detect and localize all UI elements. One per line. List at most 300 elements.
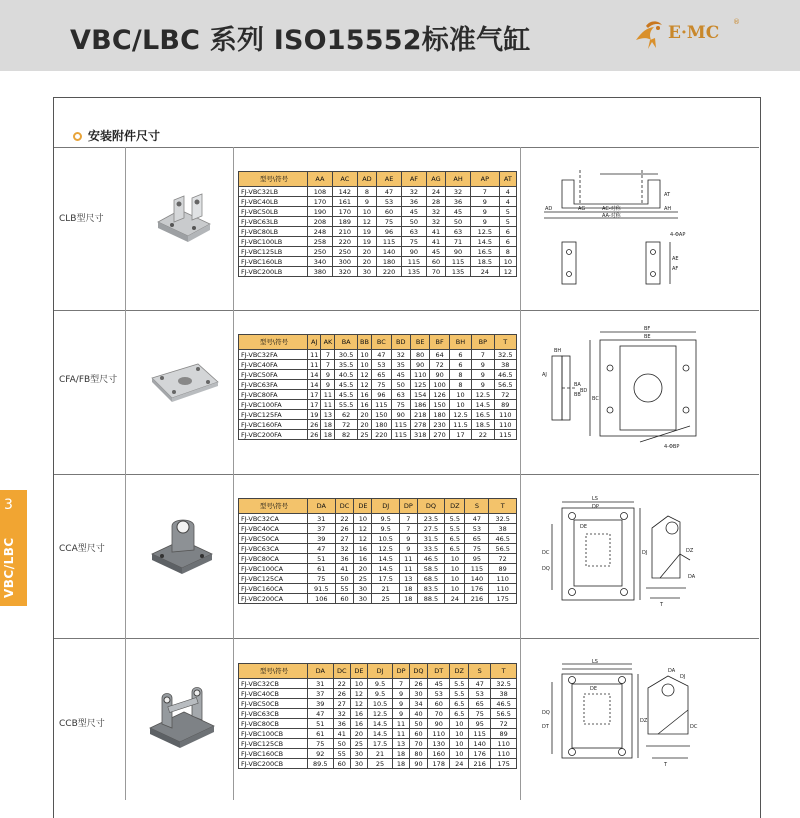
page-title: VBC/LBC 系列 ISO15552标准气缸 xyxy=(70,25,531,56)
value-cell: 8 xyxy=(449,380,471,390)
value-cell: 220 xyxy=(332,237,357,247)
value-cell: 96 xyxy=(372,390,391,400)
value-cell: 5.5 xyxy=(450,679,469,689)
value-cell: 75 xyxy=(308,739,334,749)
value-cell: 340 xyxy=(308,257,333,267)
value-cell: 41 xyxy=(426,227,445,237)
value-cell: 154 xyxy=(410,390,429,400)
drawing-label: DE xyxy=(590,686,598,692)
model-cell: FJ-VBC63CB xyxy=(239,709,308,719)
value-cell: 10 xyxy=(445,554,465,564)
model-cell: FJ-VBC40LB xyxy=(239,197,308,207)
value-cell: 6.5 xyxy=(450,709,469,719)
value-cell: 28 xyxy=(426,197,445,207)
logo-text: E·MC xyxy=(668,23,720,43)
column-header: DZ xyxy=(450,664,469,679)
drawing-label: DA xyxy=(668,668,676,674)
row-divider xyxy=(54,638,759,639)
section-title-text: 安装附件尺寸 xyxy=(88,129,161,143)
ccb-double-clevis-image xyxy=(146,684,220,750)
value-cell: 11 xyxy=(393,729,409,739)
column-header: AT xyxy=(499,172,516,187)
value-cell: 110 xyxy=(489,584,517,594)
value-cell: 55 xyxy=(335,584,354,594)
model-cell: FJ-VBC32CA xyxy=(239,514,308,524)
value-cell: 45.5 xyxy=(335,390,357,400)
drawing-label: BB xyxy=(574,392,581,398)
column-header: AA xyxy=(308,172,333,187)
table-row xyxy=(239,370,517,380)
value-cell: 17 xyxy=(449,430,471,440)
value-cell: 170 xyxy=(332,207,357,217)
value-cell: 189 xyxy=(332,217,357,227)
value-cell: 30 xyxy=(354,594,372,604)
value-cell: 5.5 xyxy=(445,514,465,524)
cfa-technical-drawing xyxy=(540,326,715,466)
column-header: AH xyxy=(446,172,471,187)
value-cell: 11 xyxy=(308,350,321,360)
value-cell: 25 xyxy=(354,574,372,584)
value-cell: 10 xyxy=(499,257,516,267)
value-cell: 89 xyxy=(491,729,517,739)
value-cell: 10 xyxy=(445,574,465,584)
value-cell: 150 xyxy=(430,400,449,410)
value-cell: 62 xyxy=(335,410,357,420)
drawing-label: DA xyxy=(688,574,696,580)
value-cell: 20 xyxy=(357,247,376,257)
table-row xyxy=(239,564,517,574)
table-row xyxy=(239,237,517,247)
value-cell: 47 xyxy=(469,679,491,689)
value-cell: 91.5 xyxy=(308,584,336,594)
value-cell: 23.5 xyxy=(417,514,445,524)
drawing-label: DJ xyxy=(680,674,686,680)
value-cell: 75 xyxy=(372,380,391,390)
row-divider xyxy=(54,147,759,148)
value-cell: 210 xyxy=(332,227,357,237)
table-row xyxy=(239,719,517,729)
value-cell: 32.5 xyxy=(494,350,516,360)
column-header: T xyxy=(494,335,516,350)
value-cell: 89 xyxy=(494,400,516,410)
value-cell: 10 xyxy=(450,719,469,729)
cfa-flange-image xyxy=(148,360,222,404)
value-cell: 16.5 xyxy=(470,247,499,257)
model-cell: FJ-VBC80CB xyxy=(239,719,308,729)
value-cell: 14.5 xyxy=(367,729,393,739)
value-cell: 9 xyxy=(321,380,335,390)
value-cell: 72 xyxy=(491,719,517,729)
value-cell: 18 xyxy=(399,594,417,604)
value-cell: 140 xyxy=(465,574,489,584)
drawing-label: AE xyxy=(672,256,679,262)
drawing-label: LS xyxy=(592,659,598,665)
value-cell: 46.5 xyxy=(494,370,516,380)
value-cell: 14.5 xyxy=(367,719,393,729)
drawing-label: DJ xyxy=(642,550,648,556)
value-cell: 35.5 xyxy=(335,360,357,370)
section-title xyxy=(73,127,160,144)
column-header: S xyxy=(469,664,491,679)
model-cell: FJ-VBC80FA xyxy=(239,390,308,400)
value-cell: 41 xyxy=(335,564,354,574)
value-cell: 80 xyxy=(409,749,427,759)
value-cell: 72 xyxy=(335,420,357,430)
value-cell: 115 xyxy=(372,400,391,410)
value-cell: 110 xyxy=(489,574,517,584)
value-cell: 90 xyxy=(446,247,471,257)
drawing-label: BE xyxy=(644,334,651,340)
column-header: BE xyxy=(410,335,429,350)
value-cell: 9 xyxy=(399,544,417,554)
ccb-spec-table xyxy=(238,663,517,769)
value-cell: 9.5 xyxy=(367,679,393,689)
column-header: BB xyxy=(357,335,371,350)
column-divider xyxy=(233,147,234,800)
value-cell: 83.5 xyxy=(417,584,445,594)
value-cell: 8 xyxy=(357,187,376,197)
value-cell: 16 xyxy=(357,390,371,400)
value-cell: 39 xyxy=(308,699,334,709)
value-cell: 26 xyxy=(335,524,354,534)
value-cell: 14 xyxy=(308,370,321,380)
value-cell: 60 xyxy=(333,759,350,769)
value-cell: 33.5 xyxy=(417,544,445,554)
value-cell: 53 xyxy=(469,689,491,699)
value-cell: 9.5 xyxy=(372,524,400,534)
table-row xyxy=(239,574,517,584)
value-cell: 7 xyxy=(321,360,335,370)
value-cell: 10 xyxy=(450,749,469,759)
value-cell: 216 xyxy=(469,759,491,769)
value-cell: 30 xyxy=(351,749,368,759)
model-cell: FJ-VBC125LB xyxy=(239,247,308,257)
value-cell: 9 xyxy=(472,360,494,370)
value-cell: 41 xyxy=(333,729,350,739)
cca-technical-drawing xyxy=(540,494,715,634)
value-cell: 53 xyxy=(465,524,489,534)
column-header: DZ xyxy=(445,499,465,514)
value-cell: 14 xyxy=(308,380,321,390)
value-cell: 89 xyxy=(489,564,517,574)
value-cell: 55.5 xyxy=(335,400,357,410)
value-cell: 14.5 xyxy=(470,237,499,247)
value-cell: 12 xyxy=(357,380,371,390)
value-cell: 14.5 xyxy=(372,554,400,564)
model-cell: FJ-VBC160CB xyxy=(239,749,308,759)
drawing-label: DQ xyxy=(542,566,550,572)
model-cell: FJ-VBC63LB xyxy=(239,217,308,227)
value-cell: 31.5 xyxy=(417,534,445,544)
column-header: S xyxy=(465,499,489,514)
value-cell: 30.5 xyxy=(335,350,357,360)
table-row xyxy=(239,524,517,534)
value-cell: 61 xyxy=(308,564,336,574)
table-row xyxy=(239,267,517,277)
value-cell: 60 xyxy=(428,699,450,709)
value-cell: 27.5 xyxy=(417,524,445,534)
value-cell: 26 xyxy=(409,679,427,689)
table-row xyxy=(239,197,517,207)
model-cell: FJ-VBC32FA xyxy=(239,350,308,360)
value-cell: 106 xyxy=(308,594,336,604)
value-cell: 60 xyxy=(335,594,354,604)
value-cell: 10 xyxy=(357,350,371,360)
drawing-label: AF xyxy=(672,266,679,272)
value-cell: 216 xyxy=(465,594,489,604)
model-cell: FJ-VBC160FA xyxy=(239,420,308,430)
value-cell: 31 xyxy=(308,514,336,524)
value-cell: 50 xyxy=(446,217,471,227)
value-cell: 12.5 xyxy=(470,227,499,237)
value-cell: 115 xyxy=(402,257,427,267)
value-cell: 75 xyxy=(391,400,410,410)
column-header: DP xyxy=(399,499,417,514)
column-header: BP xyxy=(472,335,494,350)
table-row xyxy=(239,350,517,360)
column-header: AJ xyxy=(308,335,321,350)
column-header: AF xyxy=(402,172,427,187)
value-cell: 10 xyxy=(357,360,371,370)
value-cell: 12.5 xyxy=(472,390,494,400)
value-cell: 26 xyxy=(308,430,321,440)
value-cell: 6.5 xyxy=(445,544,465,554)
value-cell: 50 xyxy=(409,719,427,729)
value-cell: 37 xyxy=(308,689,334,699)
value-cell: 45 xyxy=(426,247,445,257)
brand-logo xyxy=(632,18,752,52)
value-cell: 32 xyxy=(426,207,445,217)
value-cell: 20 xyxy=(351,729,368,739)
value-cell: 6 xyxy=(499,227,516,237)
row-label-ccb: CCB型尺寸 xyxy=(59,719,105,729)
table-row xyxy=(239,420,517,430)
value-cell: 115 xyxy=(494,430,516,440)
cca-clevis-image xyxy=(148,512,218,576)
value-cell: 8 xyxy=(499,247,516,257)
value-cell: 300 xyxy=(332,257,357,267)
value-cell: 95 xyxy=(469,719,491,729)
drawing-label: LS xyxy=(592,496,598,502)
value-cell: 90 xyxy=(428,719,450,729)
drawing-label: BD xyxy=(580,388,588,394)
value-cell: 30 xyxy=(357,267,376,277)
value-cell: 115 xyxy=(377,237,402,247)
value-cell: 90 xyxy=(391,410,410,420)
table-row xyxy=(239,187,517,197)
value-cell: 115 xyxy=(391,420,410,430)
model-cell: FJ-VBC100LB xyxy=(239,237,308,247)
value-cell: 11 xyxy=(321,400,335,410)
drawing-label: DE xyxy=(580,524,588,530)
value-cell: 160 xyxy=(428,749,450,759)
value-cell: 12.5 xyxy=(372,544,400,554)
column-header: BD xyxy=(391,335,410,350)
chapter-number: 3 xyxy=(4,497,13,513)
value-cell: 72 xyxy=(494,390,516,400)
value-cell: 16.5 xyxy=(472,410,494,420)
value-cell: 18 xyxy=(321,420,335,430)
value-cell: 63 xyxy=(446,227,471,237)
value-cell: 12 xyxy=(357,217,376,227)
value-cell: 10 xyxy=(449,400,471,410)
value-cell: 12 xyxy=(351,699,368,709)
value-cell: 110 xyxy=(410,370,429,380)
drawing-label: T xyxy=(664,762,668,768)
value-cell: 26 xyxy=(333,689,350,699)
value-cell: 12 xyxy=(499,267,516,277)
value-cell: 32 xyxy=(446,187,471,197)
drawing-label: DP xyxy=(592,504,599,510)
column-header: AD xyxy=(357,172,376,187)
column-header: DJ xyxy=(367,664,393,679)
table-header-row xyxy=(239,172,517,187)
value-cell: 63 xyxy=(391,390,410,400)
table-row xyxy=(239,739,517,749)
value-cell: 16 xyxy=(354,554,372,564)
value-cell: 39 xyxy=(308,534,336,544)
value-cell: 135 xyxy=(402,267,427,277)
value-cell: 24 xyxy=(445,594,465,604)
value-cell: 9.5 xyxy=(367,689,393,699)
value-cell: 51 xyxy=(308,719,334,729)
clb-technical-drawing xyxy=(540,160,700,300)
column-divider xyxy=(520,147,521,800)
model-cell: FJ-VBC200CA xyxy=(239,594,308,604)
value-cell: 82 xyxy=(335,430,357,440)
table-row xyxy=(239,544,517,554)
value-cell: 36 xyxy=(333,719,350,729)
column-header: DA xyxy=(308,664,334,679)
value-cell: 25 xyxy=(351,739,368,749)
value-cell: 90 xyxy=(430,370,449,380)
value-cell: 55 xyxy=(333,749,350,759)
model-cell: FJ-VBC40CB xyxy=(239,689,308,699)
value-cell: 24 xyxy=(450,759,469,769)
value-cell: 11 xyxy=(399,554,417,564)
value-cell: 20 xyxy=(357,257,376,267)
value-cell: 9 xyxy=(321,370,335,380)
value-cell: 41 xyxy=(426,237,445,247)
model-cell: FJ-VBC50CB xyxy=(239,699,308,709)
value-cell: 6 xyxy=(449,360,471,370)
value-cell: 32 xyxy=(402,187,427,197)
table-row xyxy=(239,749,517,759)
model-cell: FJ-VBC125FA xyxy=(239,410,308,420)
model-cell: FJ-VBC80CA xyxy=(239,554,308,564)
value-cell: 9 xyxy=(470,207,499,217)
value-cell: 50 xyxy=(333,739,350,749)
value-cell: 180 xyxy=(372,420,391,430)
column-header: DC xyxy=(335,499,354,514)
value-cell: 250 xyxy=(332,247,357,257)
drawing-label: 4-ΦAP xyxy=(670,232,686,238)
column-header: AG xyxy=(426,172,445,187)
value-cell: 40 xyxy=(409,709,427,719)
value-cell: 72 xyxy=(489,554,517,564)
column-header: 型号\符号 xyxy=(239,172,308,187)
logo-registered-mark: ® xyxy=(733,18,740,26)
value-cell: 10 xyxy=(357,207,376,217)
value-cell: 65 xyxy=(465,534,489,544)
column-header: DC xyxy=(333,664,350,679)
value-cell: 12 xyxy=(354,524,372,534)
value-cell: 32 xyxy=(333,709,350,719)
column-header: DJ xyxy=(372,499,400,514)
value-cell: 50 xyxy=(335,574,354,584)
value-cell: 50 xyxy=(402,217,427,227)
value-cell: 115 xyxy=(465,564,489,574)
value-cell: 18.5 xyxy=(472,420,494,430)
value-cell: 40.5 xyxy=(335,370,357,380)
model-cell: FJ-VBC125CB xyxy=(239,739,308,749)
value-cell: 64 xyxy=(430,350,449,360)
table-row xyxy=(239,257,517,267)
model-cell: FJ-VBC50LB xyxy=(239,207,308,217)
value-cell: 248 xyxy=(308,227,333,237)
model-cell: FJ-VBC40FA xyxy=(239,360,308,370)
table-row xyxy=(239,514,517,524)
value-cell: 110 xyxy=(491,749,517,759)
table-row xyxy=(239,729,517,739)
value-cell: 170 xyxy=(308,197,333,207)
value-cell: 90 xyxy=(410,360,429,370)
model-cell: FJ-VBC160CA xyxy=(239,584,308,594)
column-header: AK xyxy=(321,335,335,350)
table-row xyxy=(239,554,517,564)
drawing-label: AD xyxy=(545,206,553,212)
value-cell: 8 xyxy=(449,370,471,380)
value-cell: 9 xyxy=(399,534,417,544)
chapter-label: VBC/LBC xyxy=(2,537,16,598)
value-cell: 18.5 xyxy=(470,257,499,267)
value-cell: 16 xyxy=(354,544,372,554)
column-header: DQ xyxy=(409,664,427,679)
value-cell: 9 xyxy=(357,197,376,207)
model-cell: FJ-VBC40CA xyxy=(239,524,308,534)
column-header: DP xyxy=(393,664,409,679)
value-cell: 12 xyxy=(357,370,371,380)
drawing-label: BF xyxy=(644,326,651,332)
value-cell: 22 xyxy=(333,679,350,689)
drawing-label: T xyxy=(660,602,664,608)
value-cell: 51 xyxy=(308,554,336,564)
value-cell: 17.5 xyxy=(372,574,400,584)
table-row xyxy=(239,594,517,604)
value-cell: 31 xyxy=(308,679,334,689)
value-cell: 70 xyxy=(409,739,427,749)
value-cell: 75 xyxy=(469,709,491,719)
value-cell: 17 xyxy=(308,390,321,400)
value-cell: 24 xyxy=(426,187,445,197)
drawing-label: DZ xyxy=(640,718,648,724)
value-cell: 38 xyxy=(494,360,516,370)
value-cell: 75 xyxy=(402,237,427,247)
value-cell: 45 xyxy=(428,679,450,689)
logo-mark-icon xyxy=(632,18,668,52)
drawing-label: DT xyxy=(542,724,549,730)
value-cell: 75 xyxy=(308,574,336,584)
bullet-circle-icon xyxy=(73,132,82,141)
value-cell: 218 xyxy=(410,410,429,420)
column-header: DA xyxy=(308,499,336,514)
value-cell: 47 xyxy=(372,350,391,360)
value-cell: 180 xyxy=(430,410,449,420)
drawing-label: BA xyxy=(574,382,581,388)
drawing-label: DQ xyxy=(542,710,550,716)
value-cell: 100 xyxy=(430,380,449,390)
value-cell: 7 xyxy=(470,187,499,197)
